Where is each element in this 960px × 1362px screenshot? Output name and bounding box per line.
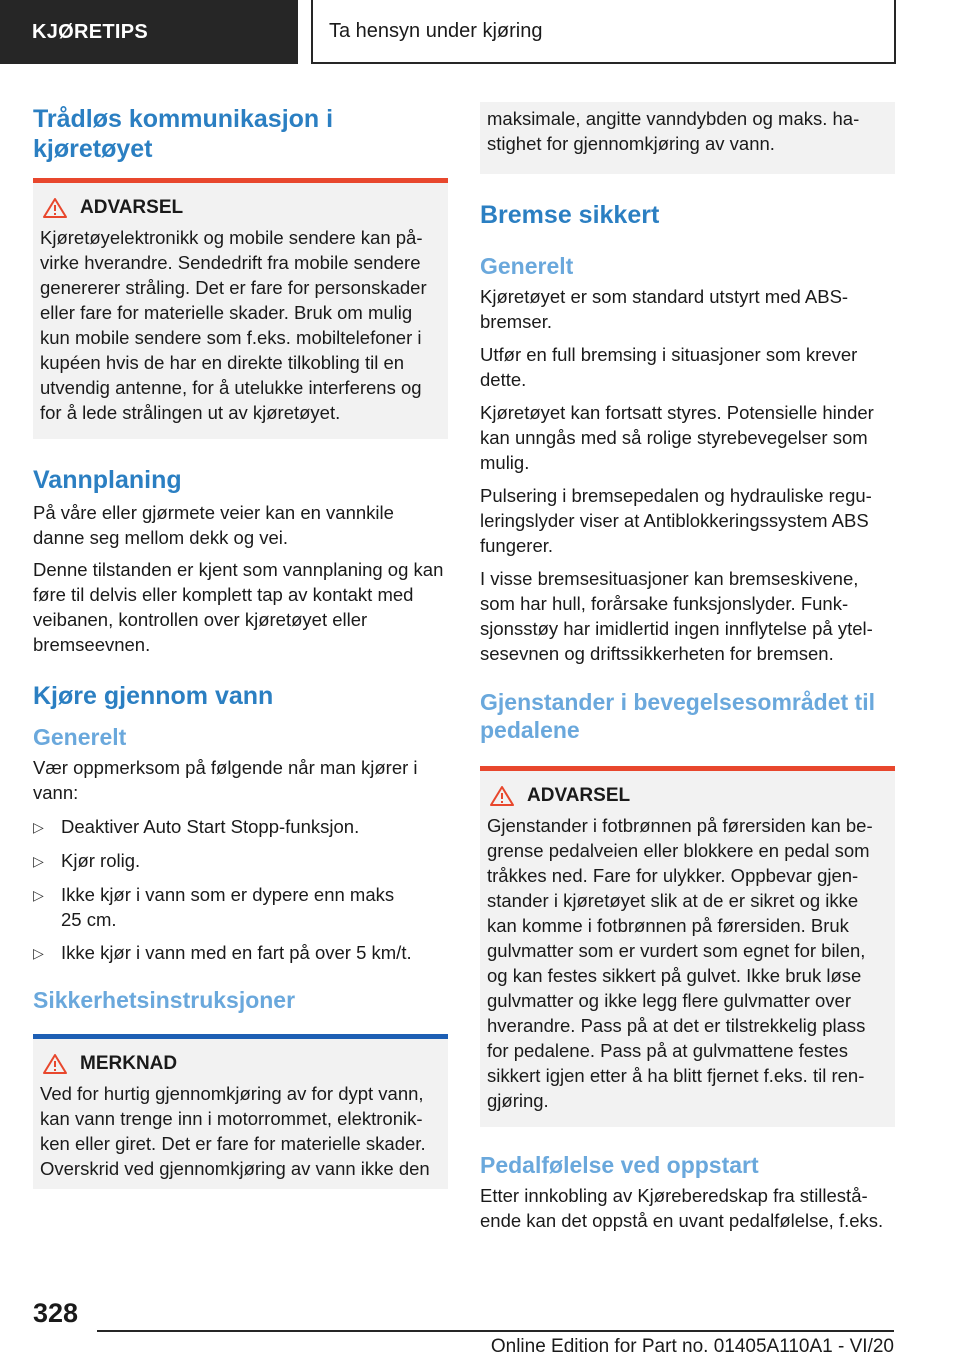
list-item [33, 813, 448, 840]
note-title [40, 1051, 440, 1077]
warning-triangle-icon [42, 1053, 68, 1075]
note-box-continued [480, 102, 895, 174]
brake-paragraph-3: Kjøretøyet kan fortsatt styres. Potensielle hinder kan unngås med så rolige styrebevegelser som mulig. [480, 402, 874, 473]
list-item-text: Ikke kjør i vann med en fart på over 5 km/t. [61, 942, 412, 963]
water-steps-list [33, 813, 448, 966]
pedal-paragraph-1: Etter innkobling av Kjøreberedskap fra stillestå-ende kan det oppstå en uvant pedalfølelse, f.eks. [480, 1185, 884, 1231]
warning-label: ADVARSEL [527, 785, 631, 806]
warning-triangle-icon [42, 197, 68, 219]
note-text-continued: maksimale, angitte vanndybden og maks. ha-stighet for gjennomkjøring av vann. [487, 108, 860, 154]
right-column [480, 102, 895, 1233]
left-column [33, 100, 448, 1189]
warning-label: ADVARSEL [80, 197, 184, 218]
warning-triangle-icon [489, 785, 515, 807]
page-header [0, 0, 960, 64]
aquaplaning-heading: Vannplaning [33, 466, 182, 494]
aquaplaning-paragraph-2: Denne tilstanden er kjent som vannplaning og kan føre til delvis eller komplett tap av kontakt med veibanen, kontrollen over kjøretøyet eller bremseevnen. [33, 559, 444, 655]
warning-box-wireless [33, 178, 448, 439]
list-item [33, 939, 448, 966]
warning-title [40, 195, 440, 221]
warning-title [487, 783, 887, 809]
note-text: Ved for hurtig gjennomkjøring av for dypt vann, kan vann trenge inn i motorrommet, elektronik-ken eller giret. Det er fare for materielle skader. Overskrid ved gjennomkjøring av vann ikke den [40, 1083, 430, 1179]
warning-text: Gjenstander i fotbrønnen på førersiden kan be-grense pedalveien eller blokkere en pedal som tråkkes ned. Fare for ulykker. Oppbevar gjen-stander i kjøretøyet slik at de er sikret og ikke kan komme i fotbrønnen på førersiden. Bruk gulvmatter som er vurdert som egnet for bilen, og kan festes sikkert på gulvet. Ikke bruk løse gulvmatter og ikke legg flere gulvmatter over hverandre. Pass på at det er tilstrekkelig plass for pedalene. Pass på at gulvmattene festes sikkert igjen etter å ha blitt fjernet f.eks. til ren-gjøring. [487, 815, 873, 1111]
footer-divider [97, 1330, 894, 1332]
chapter-label: Ta hensyn under kjøring [311, 0, 896, 64]
safety-heading: Sikkerhetsinstruksjoner [33, 987, 296, 1013]
brake-general-heading: Generelt [480, 253, 574, 279]
brake-paragraph-1: Kjøretøyet er som standard utstyrt med ABS-bremser. [480, 286, 849, 332]
brake-heading: Bremse sikkert [480, 201, 660, 229]
triangle-bullet-icon: ▷ [33, 887, 44, 903]
water-intro: Vær oppmerksom på følgende når man kjører i vann: [33, 757, 418, 803]
section-label: KJØRETIPS [0, 0, 298, 64]
note-box-water [33, 1034, 448, 1189]
brake-paragraph-4: Pulsering i bremsepedalen og hydrauliske regu-leringslyder viser at Antiblokkeringssystem ABS fungerer. [480, 485, 872, 556]
triangle-bullet-icon: ▷ [33, 853, 44, 869]
page-number: 328 [33, 1298, 79, 1328]
brake-paragraph-5: I visse bremsesituasjoner kan bremseskivene, som har hull, forårsake funksjonslyder. Funk-sjonsstøy har imidlertid ingen innflytelse på ytel-sesevnen og driftssikkerheten for bremsen. [480, 568, 873, 664]
wireless-heading: Trådløs kommunikasjon i kjøretøyet [33, 105, 334, 163]
warning-text: Kjøretøyelektronikk og mobile sendere kan på-virke hverandre. Sendedrift fra mobile sendere genererer stråling. Det er fare for personskader eller fare for materielle skader. Bruk om mulig kun mobile sendere som f.eks. mobiltelefoner i kupéen hvis de har en direkte tilkobling til en utvendig antenne, for å utelukke interferens og for å lede strålingen ut av kjøretøyet. [40, 227, 427, 423]
list-item [33, 847, 448, 874]
list-item-text: Deaktiver Auto Start Stopp-funksjon. [61, 816, 360, 837]
list-item [33, 881, 448, 932]
objects-heading: Gjenstander i bevegelsesområdet til pedalene [480, 689, 875, 743]
triangle-bullet-icon: ▷ [33, 945, 44, 961]
warning-box-pedals [480, 766, 895, 1127]
triangle-bullet-icon: ▷ [33, 819, 44, 835]
aquaplaning-paragraph-1: På våre eller gjørmete veier kan en vannkile danne seg mellom dekk og vei. [33, 502, 394, 548]
list-item-text: Ikke kjør i vann som er dypere enn maks 25 cm. [61, 884, 395, 930]
pedal-feel-heading: Pedalfølelse ved oppstart [480, 1152, 759, 1178]
brake-paragraph-2: Utfør en full bremsing i situasjoner som krever dette. [480, 344, 858, 390]
list-item-text: Kjør rolig. [61, 850, 141, 871]
note-label: MERKNAD [80, 1053, 178, 1074]
water-general-heading: Generelt [33, 724, 127, 750]
water-heading: Kjøre gjennom vann [33, 682, 274, 710]
footer-edition: Online Edition for Part no. 01405A110A1 - VI/20 [490, 1336, 894, 1357]
